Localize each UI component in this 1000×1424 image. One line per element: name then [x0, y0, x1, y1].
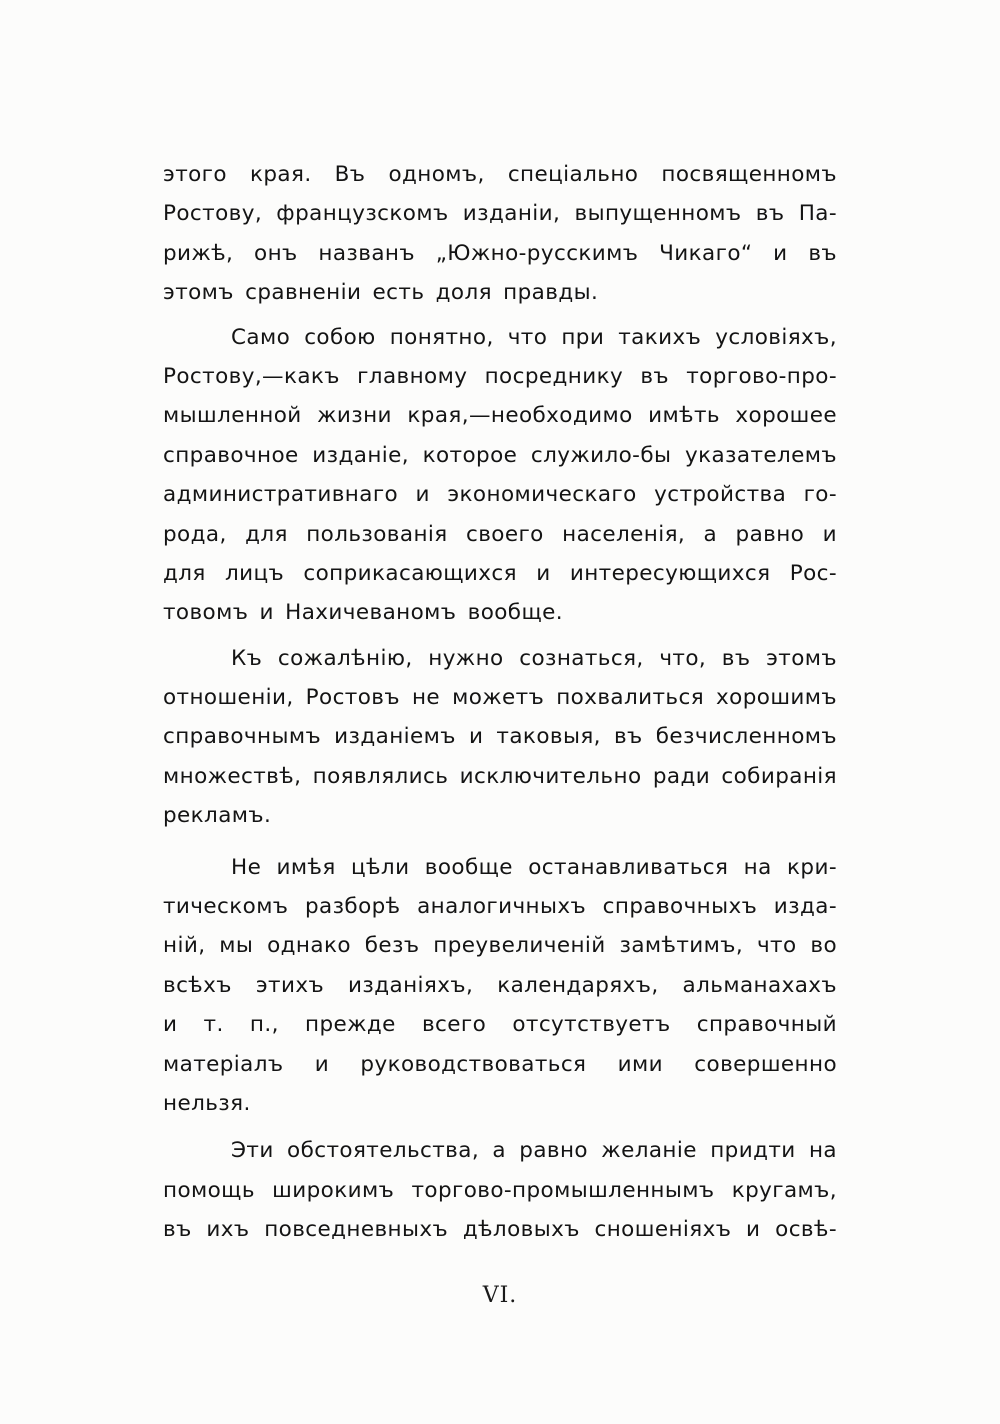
text-line: этомъ сравненіи есть доля правды. — [163, 280, 599, 306]
text-line: справочнымъ изданіемъ и таковыя, въ безчисленномъ — [163, 724, 837, 750]
text-line: помощь широкимъ торгово-промышленнымъ кругамъ, — [163, 1177, 837, 1203]
text-line: и т. п., прежде всего отсутствуетъ справочный — [163, 1012, 837, 1038]
text-line: Къ сожалѣнію, нужно сознаться, что, въ этомъ — [231, 645, 837, 671]
paragraph-3 — [163, 639, 837, 836]
text-line: рекламъ. — [163, 803, 272, 829]
text-line: тическомъ разборѣ аналогичныхъ справочныхъ изда- — [163, 894, 837, 920]
body-text — [163, 155, 837, 1250]
text-line: множествѣ, появлялись исключительно ради собиранія — [163, 763, 837, 789]
text-line: Само собою понятно, что при такихъ условіяхъ, — [231, 324, 837, 350]
text-line: матеріалъ и руководствоваться ими совершенно — [163, 1051, 837, 1077]
text-line: въ ихъ повседневныхъ дѣловыхъ сношеніяхъ и освѣ- — [163, 1217, 837, 1243]
paragraph-4 — [163, 848, 837, 1124]
paragraph-5 — [163, 1131, 837, 1249]
text-line: нельзя. — [163, 1090, 251, 1116]
text-line: Не имѣя цѣли вообще останавливаться на кри- — [231, 854, 837, 880]
text-line: отношеніи, Ростовъ не можетъ похвалиться хорошимъ — [163, 685, 837, 711]
text-line: для лицъ соприкасающихся и интересующихся Рос- — [163, 560, 837, 586]
text-line: всѣхъ этихъ изданіяхъ, календаряхъ, альманахахъ — [163, 972, 837, 998]
text-line: рода, для пользованія своего населенія, а равно и — [163, 521, 837, 547]
text-line: Ростову,—какъ главному посреднику въ торгово-про- — [163, 363, 837, 389]
paragraph-1 — [163, 155, 837, 313]
text-line: административнаго и экономическаго устройства го- — [163, 482, 837, 508]
text-line: Эти обстоятельства, а равно желаніе придти на — [231, 1138, 837, 1164]
paragraph-2 — [163, 318, 837, 633]
text-line: мышленной жизни края,—необходимо имѣть хорошее — [163, 403, 837, 429]
text-line: ній, мы однако безъ преувеличеній замѣтимъ, что во — [163, 933, 837, 959]
text-line: этого края. Въ одномъ, спеціально посвященномъ — [163, 162, 837, 187]
text-line: справочное изданіе, которое служило-бы указателемъ — [163, 442, 837, 468]
page-number: VI. — [482, 1283, 518, 1308]
text-line: товомъ и Нахичеваномъ вообще. — [163, 600, 563, 626]
text-line: Ростову, французскомъ изданіи, выпущенномъ въ Па- — [163, 201, 837, 227]
text-line: рижѣ, онъ названъ „Южно-русскимъ Чикаго“ и въ — [163, 240, 837, 266]
